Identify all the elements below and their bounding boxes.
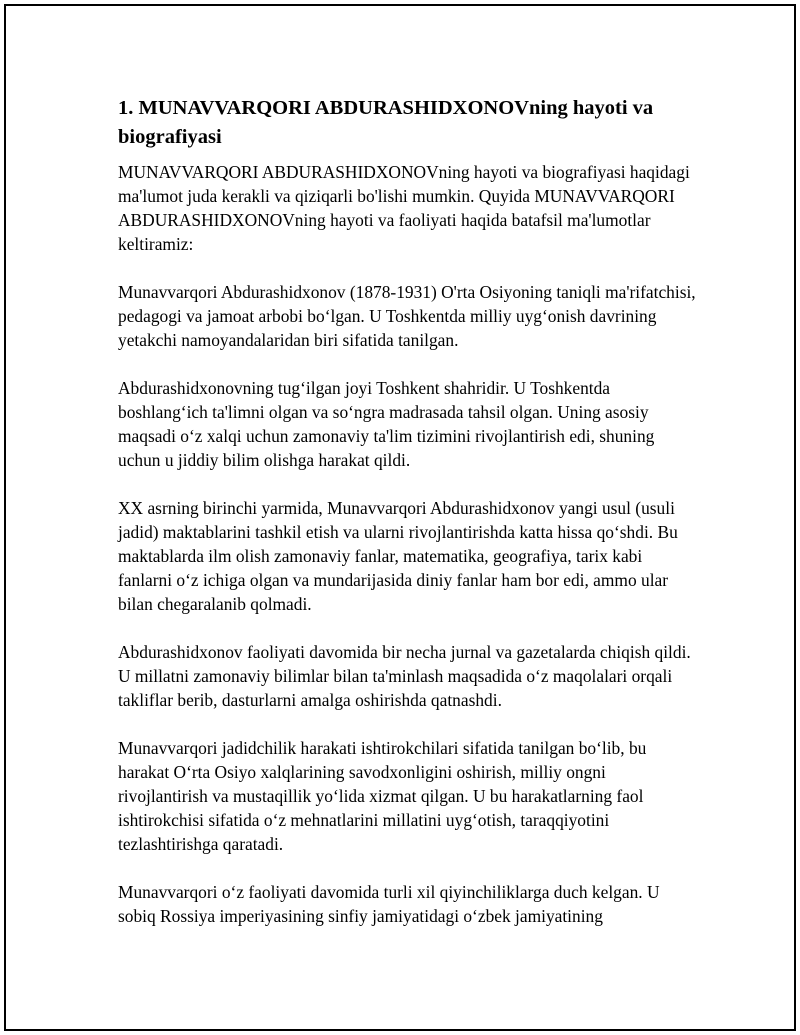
- paragraph-jadid-schools: XX asrning birinchi yarmida, Munavvarqori Abdurashidxonov yangi usul (usuli jadid) maktablarini tashkil etish va ularni rivojlantirishda katta hissa qo‘shdi. Bu maktablarda ilm olish zamonaviy fanlar, matematika, geografiya, tarix kabi fanlarni o‘z ichiga olgan va mundarijasida diniy fanlar ham bor edi, ammo ular bilan chegaralanib qolmadi.: [118, 498, 678, 614]
- document-title: 1. MUNAVVARQORI ABDURASHIDXONOVning hayoti va biografiyasi: [118, 97, 654, 148]
- paragraph-journals: Abdurashidxonov faoliyati davomida bir necha jurnal va gazetalarda chiqish qildi. U millatni zamonaviy bilimlar bilan ta'minlash maqsadida o‘z maqolalari orqali takliflar berib, dasturlarni amalga oshirishda qatnashdi.: [118, 642, 691, 710]
- paragraph-overview: Munavvarqori Abdurashidxonov (1878-1931) O'rta Osiyoning taniqli ma'rifatchisi, pedagogi va jamoat arbobi bo‘lgan. U Toshkentda milliy uyg‘onish davrining yetakchi namoyandalaridan biri sifatida tanilgan.: [118, 282, 696, 350]
- paragraph-jadidism: Munavvarqori jadidchilik harakati ishtirokchilari sifatida tanilgan bo‘lib, bu harakat O‘rta Osiyo xalqlarining savodxonligini oshirish, milliy ongni rivojlantirish va mustaqillik yo‘lida xizmat qilgan. U bu harakatlarning faol ishtirokchisi sifatida o‘z mehnatlarini millatini uyg‘otish, taraqqiyotini tezlashtirishga qaratadi.: [118, 738, 647, 854]
- paragraph-difficulties: Munavvarqori o‘z faoliyati davomida turli xil qiyinchiliklarga duch kelgan. U sobiq Rossiya imperiyasining sinfiy jamiyatidagi o‘zbek jamiyatining: [118, 882, 660, 926]
- paragraph-birthplace: Abdurashidxonovning tug‘ilgan joyi Toshkent shahridir. U Toshkentda boshlang‘ich ta'limni olgan va so‘ngra madrasada tahsil olgan. Uning asosiy maqsadi o‘z xalqi uchun zamonaviy ta'lim tizimini rivojlantirish edi, shuning uchun u jiddiy bilim olishga harakat qildi.: [118, 378, 655, 470]
- document-body: [118, 94, 698, 952]
- paragraph-intro: MUNAVVARQORI ABDURASHIDXONOVning hayoti va biografiyasi haqidagi ma'lumot juda kerakli va qiziqarli bo'lishi mumkin. Quyida MUNAVVARQORI ABDURASHIDXONOVning hayoti va faoliyati haqida batafsil ma'lumotlar keltiramiz:: [118, 162, 690, 254]
